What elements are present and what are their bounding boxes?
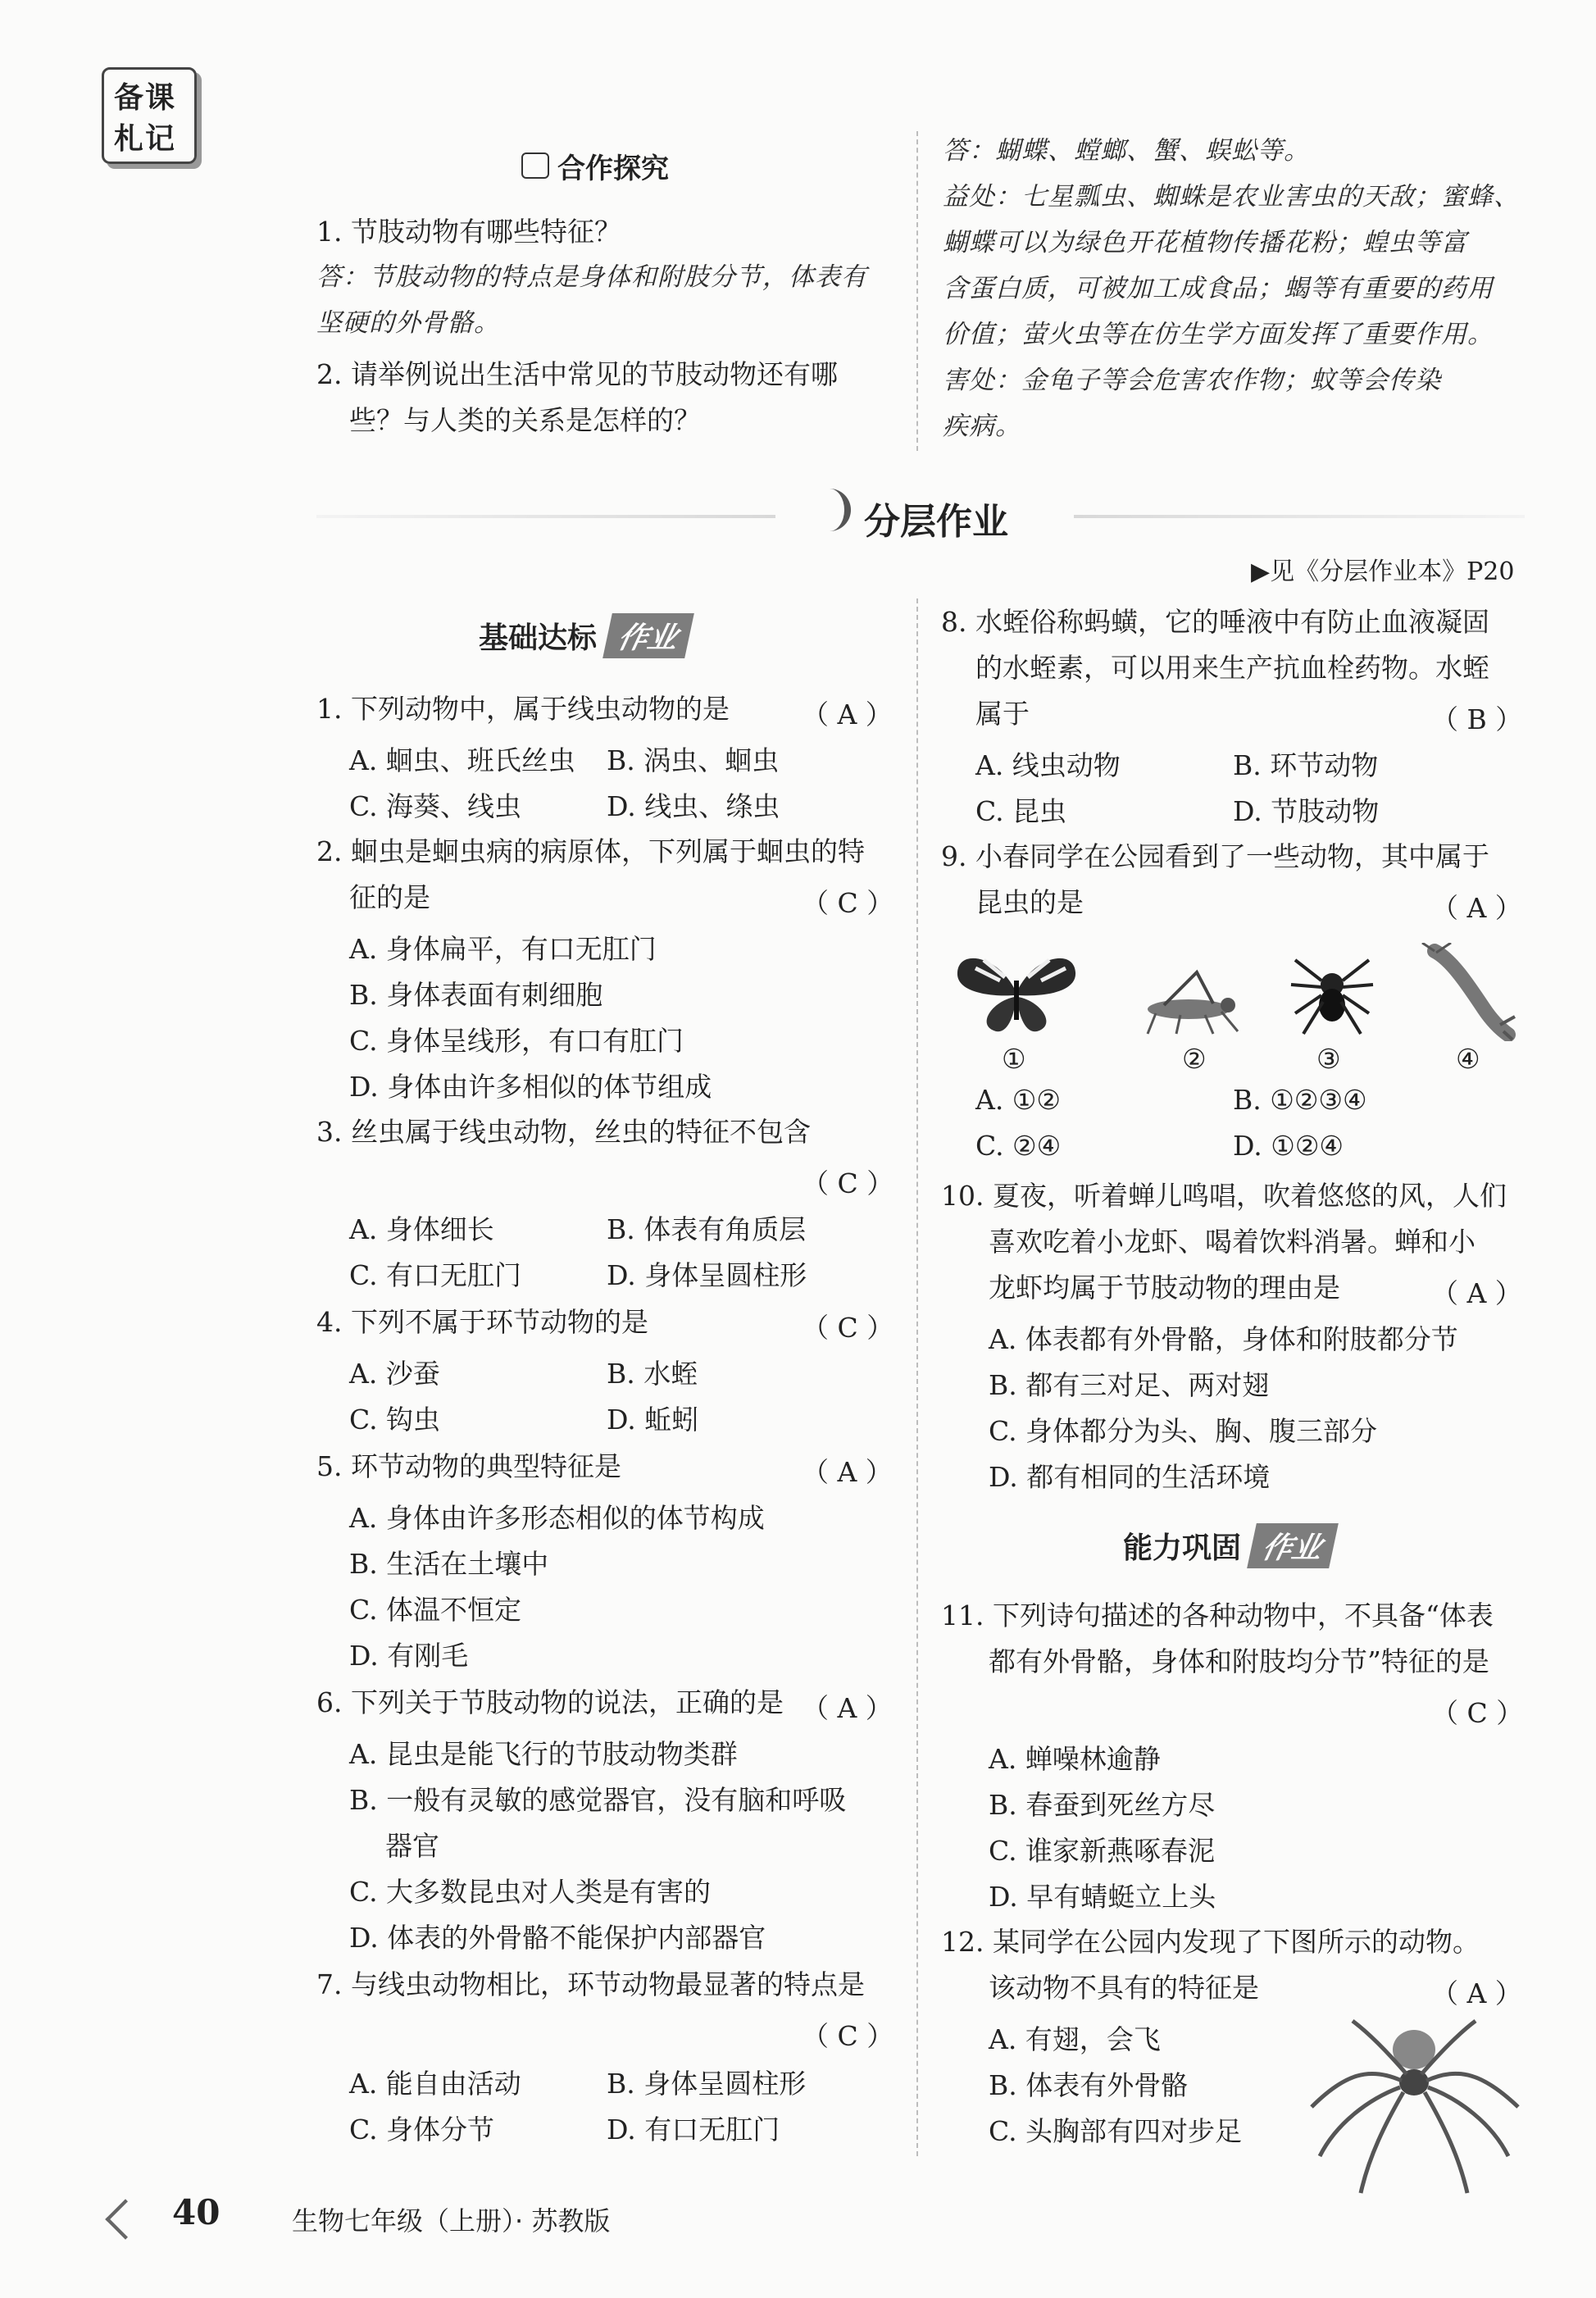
figure-label-3: ③	[1316, 1043, 1341, 1075]
coop-q2-line2: 些？与人类的关系是怎样的？	[349, 404, 701, 436]
figure-label-1: ①	[1002, 1043, 1026, 1075]
q7-option-c: C. 身体分节	[349, 2114, 495, 2146]
q2-option-b: B. 身体表面有刺细胞	[349, 979, 603, 1011]
layered-title: 分层作业	[864, 501, 1008, 543]
coop-a1-line2: 坚硬的外骨骼。	[316, 308, 500, 338]
q2-answer: （ C ）	[802, 887, 894, 919]
ability-tag: 作业	[1247, 1523, 1339, 1568]
q2-option-c: C. 身体呈线形，有口有肛门	[349, 1025, 684, 1057]
stamp-line-1: 备课	[114, 80, 177, 115]
q9-option-b: B. ①②③④	[1233, 1084, 1367, 1116]
q7-answer: （ C ）	[802, 2020, 894, 2052]
q10-stem-line2: 喜欢吃着小龙虾、喝着饮料消暑。蝉和小	[989, 1226, 1476, 1258]
q5-option-d: D. 有刚毛	[349, 1640, 469, 1672]
coop-divider	[916, 131, 918, 451]
q12-stem-line2: 该动物不具有的特征是	[989, 1972, 1259, 2004]
q5-option-c: C. 体温不恒定	[349, 1594, 522, 1626]
q7-stem: 7. 与线虫动物相比，环节动物最显著的特点是	[316, 1968, 865, 2000]
q9-answer: （ A ）	[1431, 892, 1522, 924]
q3-option-c: C. 有口无肛门	[349, 1259, 522, 1291]
q5-answer: （ A ）	[802, 1456, 893, 1488]
corner-stamp	[102, 67, 197, 164]
q11-option-c: C. 谁家新燕啄春泥	[989, 1835, 1216, 1867]
q8-answer: （ B ）	[1431, 703, 1523, 735]
layered-ref: ▶见《分层作业本》P20	[1251, 557, 1515, 586]
coop-a1-line1: 答：节肢动物的特点是身体和附肢分节，体表有	[316, 262, 867, 292]
butterfly-figure	[951, 948, 1082, 1038]
stamp-line-2: 札记	[114, 121, 177, 156]
q10-answer: （ A ）	[1431, 1277, 1522, 1309]
basic-tag: 作业	[602, 613, 694, 658]
q10-stem-line1: 10. 夏夜，听着蝉儿鸣唱，吹着悠悠的风，人们	[941, 1180, 1507, 1212]
coop-a2-line7: 疾病。	[943, 412, 1021, 441]
q12-answer: （ A ）	[1431, 1977, 1522, 2009]
q9-option-d: D. ①②④	[1233, 1130, 1344, 1162]
q1-option-a: A. 蛔虫、班氏丝虫	[349, 744, 575, 776]
q1-option-c: C. 海葵、线虫	[349, 790, 522, 822]
q6-option-c: C. 大多数昆虫对人类是有害的	[349, 1876, 712, 1908]
book-title: 生物七年级（上册）· 苏教版	[292, 2205, 611, 2237]
q4-option-c: C. 钩虫	[349, 1404, 441, 1436]
coop-a2-line4: 含蛋白质，可被加工成食品；蝎等有重要的药用	[943, 274, 1494, 303]
q5-option-a: A. 身体由许多形态相似的体节构成	[349, 1502, 765, 1534]
q9-stem-line1: 9. 小春同学在公园看到了一些动物，其中属于	[941, 840, 1489, 872]
coop-a2-line5: 价值；萤火虫等在仿生学方面发挥了重要作用。	[943, 320, 1494, 349]
coop-a2-line1: 答：蝴蝶、螳螂、蟹、蜈蚣等。	[943, 136, 1310, 166]
q1-stem: 1. 下列动物中，属于线虫动物的是	[316, 693, 730, 725]
q3-stem: 3. 丝虫属于线虫动物，丝虫的特征不包含	[316, 1116, 811, 1148]
coop-a2-line3: 蝴蝶可以为绿色开花植物传播花粉；蝗虫等富	[943, 228, 1467, 257]
banner-arc-icon	[812, 489, 851, 531]
q12-option-b: B. 体表有外骨骼	[989, 2069, 1189, 2101]
q6-option-b-line2: 器官	[385, 1830, 439, 1862]
q9-option-c: C. ②④	[975, 1130, 1062, 1162]
q11-stem-line2: 都有外骨骼，身体和附肢均分节”特征的是	[989, 1645, 1489, 1677]
q6-option-a: A. 昆虫是能飞行的节肢动物类群	[349, 1738, 738, 1770]
coop-a2-line2: 益处：七星瓢虫、蜘蛛是农业害虫的天敌；蜜蜂、	[943, 182, 1520, 212]
q12-option-a: A. 有翅，会飞	[989, 2023, 1161, 2055]
q10-option-a: A. 体表都有外骨骼，身体和附肢都分节	[989, 1323, 1458, 1355]
coop-q1: 1. 节肢动物有哪些特征？	[316, 216, 621, 248]
q10-stem-line3: 龙虾均属于节肢动物的理由是	[989, 1272, 1340, 1304]
coop-a2-line6: 害处：金龟子等会危害农作物；蚊等会传染	[943, 366, 1441, 395]
banner-rule-right	[1074, 515, 1525, 518]
q12-stem-line1: 12. 某同学在公园内发现了下图所示的动物。	[941, 1926, 1480, 1958]
figure-label-4: ④	[1456, 1043, 1480, 1075]
q8-option-d: D. 节肢动物	[1233, 795, 1380, 827]
q8-option-b: B. 环节动物	[1233, 749, 1379, 781]
q6-option-d: D. 体表的外骨骼不能保护内部器官	[349, 1922, 766, 1954]
q4-answer: （ C ）	[802, 1312, 894, 1344]
q6-stem: 6. 下列关于节肢动物的说法，正确的是	[316, 1686, 784, 1718]
q6-option-b-line1: B. 一般有灵敏的感觉器官，没有脑和呼吸	[349, 1784, 847, 1816]
q7-option-d: D. 有口无肛门	[607, 2114, 780, 2146]
coop-q2-line1: 2. 请举例说出生活中常见的节肢动物还有哪	[316, 358, 838, 390]
grasshopper-figure	[1131, 964, 1246, 1038]
q11-option-d: D. 早有蜻蜓立上头	[989, 1881, 1216, 1913]
q8-stem-line2: 的水蛭素，可以用来生产抗血栓药物。水蛭	[975, 652, 1489, 684]
figure-label-2: ②	[1182, 1043, 1207, 1075]
column-divider	[916, 598, 918, 2156]
q8-option-c: C. 昆虫	[975, 795, 1067, 827]
page-number: 40	[172, 2192, 221, 2232]
coop-title: 合作探究	[557, 152, 669, 185]
q1-option-b: B. 涡虫、蛔虫	[607, 744, 780, 776]
q5-option-b: B. 生活在土壤中	[349, 1548, 549, 1580]
q2-stem-line1: 2. 蛔虫是蛔虫病的病原体，下列属于蛔虫的特	[316, 835, 865, 867]
q4-option-d: D. 蚯蚓	[607, 1404, 699, 1436]
q11-option-a: A. 蝉噪林逾静	[989, 1743, 1161, 1775]
q4-option-a: A. 沙蚕	[349, 1358, 440, 1390]
ability-title: 能力巩固	[1123, 1531, 1242, 1565]
q12-option-c: C. 头胸部有四对步足	[989, 2115, 1243, 2147]
coop-icon	[521, 152, 549, 179]
banner-rule-left	[316, 515, 775, 518]
q3-option-a: A. 身体细长	[349, 1213, 494, 1245]
q4-option-b: B. 水蛭	[607, 1358, 698, 1390]
basic-header	[479, 613, 689, 658]
ability-header	[1123, 1523, 1334, 1568]
q4-stem: 4. 下列不属于环节动物的是	[316, 1306, 648, 1338]
q8-option-a: A. 线虫动物	[975, 749, 1121, 781]
shrimp-figure	[1418, 943, 1516, 1041]
q2-stem-line2: 征的是	[349, 881, 430, 913]
q10-option-c: C. 身体都分为头、胸、腹三部分	[989, 1415, 1378, 1447]
q3-option-d: D. 身体呈圆柱形	[607, 1259, 807, 1291]
q6-answer: （ A ）	[802, 1692, 893, 1724]
q11-stem-line1: 11. 下列诗句描述的各种动物中，不具备“体表	[941, 1599, 1494, 1631]
basic-title: 基础达标	[479, 621, 598, 655]
q11-option-b: B. 春蚕到死丝方尽	[989, 1789, 1216, 1821]
q3-answer: （ C ）	[802, 1167, 894, 1199]
q5-stem: 5. 环节动物的典型特征是	[316, 1450, 621, 1482]
q2-option-a: A. 身体扁平，有口无肛门	[349, 933, 657, 965]
q8-stem-line3: 属于	[975, 698, 1030, 730]
q1-option-d: D. 线虫、绦虫	[607, 790, 780, 822]
q11-answer: （ C ）	[1431, 1697, 1524, 1729]
spider-figure-small	[1287, 948, 1377, 1038]
q7-option-b: B. 身体呈圆柱形	[607, 2068, 807, 2100]
spider-figure-large	[1303, 2017, 1525, 2197]
q10-option-b: B. 都有三对足、两对翅	[989, 1369, 1270, 1401]
q7-option-a: A. 能自由活动	[349, 2068, 521, 2100]
q9-stem-line2: 昆虫的是	[975, 886, 1084, 918]
q10-option-d: D. 都有相同的生活环境	[989, 1461, 1271, 1493]
q9-option-a: A. ①②	[975, 1084, 1061, 1116]
q2-option-d: D. 身体由许多相似的体节组成	[349, 1071, 712, 1103]
q3-option-b: B. 体表有角质层	[607, 1213, 807, 1245]
footer-mark	[105, 2199, 145, 2239]
q8-stem-line1: 8. 水蛭俗称蚂蟥，它的唾液中有防止血液凝固	[941, 606, 1489, 638]
q1-answer: （ A ）	[802, 699, 893, 730]
